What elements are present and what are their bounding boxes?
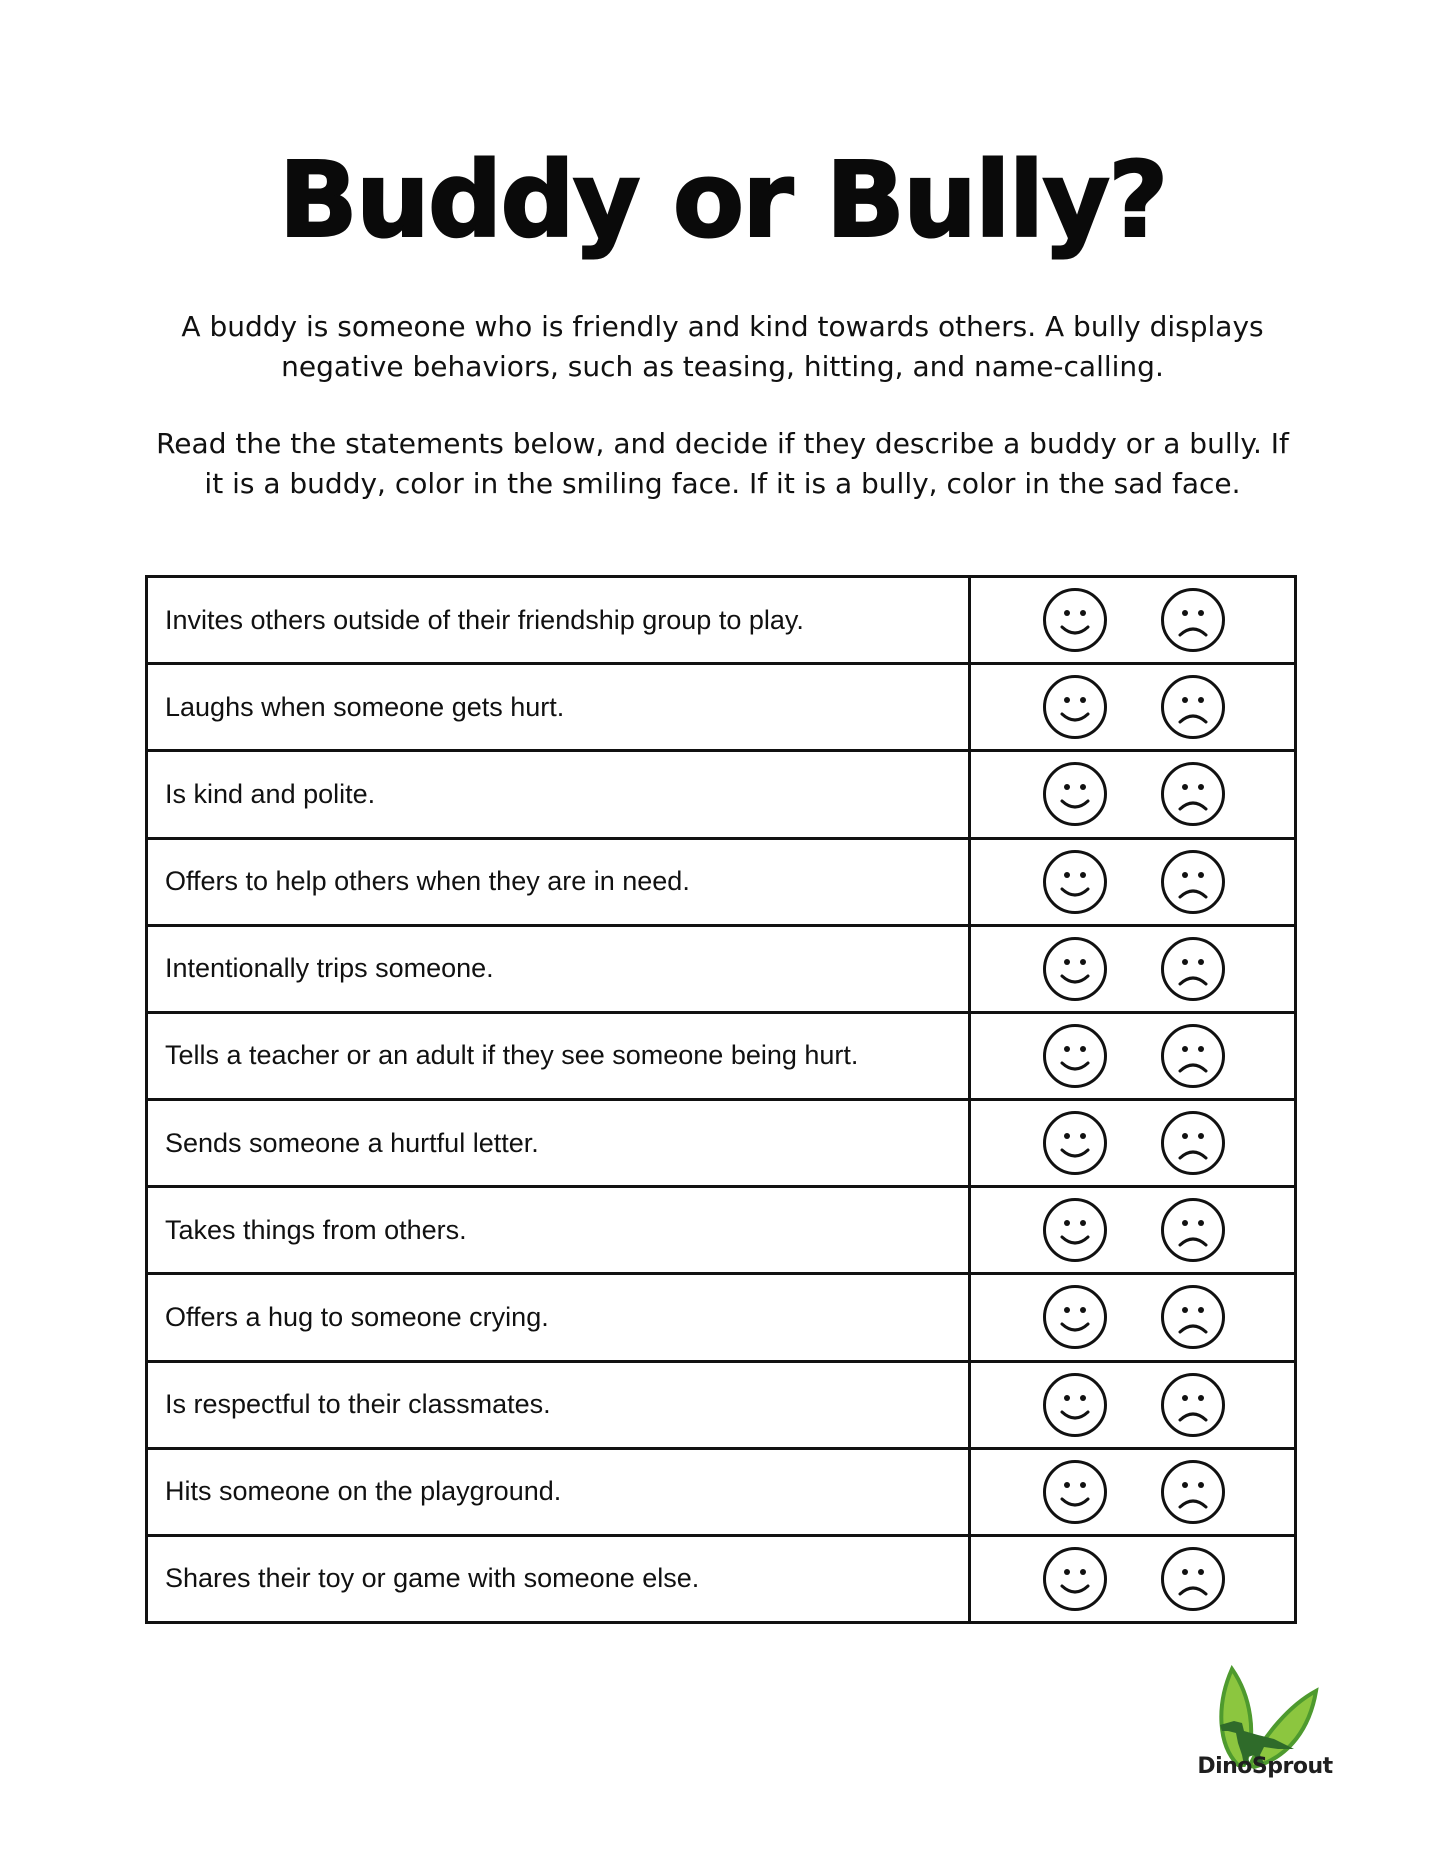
- sad-face-icon[interactable]: [1160, 1372, 1226, 1438]
- intro-instructions: Read the the statements below, and decide if they describe a buddy or a bully. If it is a buddy, color in the smiling face. If it is a bully, color in the sad face.: [156, 427, 1289, 500]
- sad-face-icon[interactable]: [1160, 849, 1226, 915]
- sad-face-icon[interactable]: [1160, 1023, 1226, 1089]
- sad-face-icon[interactable]: [1160, 587, 1226, 653]
- smiling-face-icon[interactable]: [1042, 1110, 1108, 1176]
- smiling-face-icon[interactable]: [1042, 1372, 1108, 1438]
- page-title: Buddy or Bully?: [278, 139, 1167, 261]
- sad-face-icon[interactable]: [1160, 1546, 1226, 1612]
- table-row: [148, 1363, 1294, 1450]
- sad-face-icon[interactable]: [1160, 674, 1226, 740]
- face-choices: [971, 927, 1294, 1011]
- brand-name: DinoSprout: [1197, 1754, 1333, 1779]
- sad-face-icon[interactable]: [1160, 1459, 1226, 1525]
- face-choices: [971, 578, 1294, 662]
- table-row: [148, 578, 1294, 665]
- table-row: [148, 1014, 1294, 1101]
- smiling-face-icon[interactable]: [1042, 849, 1108, 915]
- smiling-face-icon[interactable]: [1042, 1459, 1108, 1525]
- sad-face-icon[interactable]: [1160, 1197, 1226, 1263]
- table-row: [148, 840, 1294, 927]
- face-choices: [971, 1188, 1294, 1272]
- face-choices: [971, 1450, 1294, 1534]
- statement-text: Offers a hug to someone crying.: [148, 1275, 971, 1359]
- face-choices: [971, 1101, 1294, 1185]
- sad-face-icon[interactable]: [1160, 761, 1226, 827]
- sad-face-icon[interactable]: [1160, 936, 1226, 1002]
- face-choices: [971, 665, 1294, 749]
- statement-text: Is kind and polite.: [148, 752, 971, 836]
- face-choices: [971, 1537, 1294, 1621]
- face-choices: [971, 840, 1294, 924]
- table-row: [148, 1537, 1294, 1621]
- smiling-face-icon[interactable]: [1042, 674, 1108, 740]
- statement-text: Tells a teacher or an adult if they see someone being hurt.: [148, 1014, 971, 1098]
- statement-text: Offers to help others when they are in need.: [148, 840, 971, 924]
- face-choices: [971, 1363, 1294, 1447]
- table-row: [148, 1188, 1294, 1275]
- sad-face-icon[interactable]: [1160, 1110, 1226, 1176]
- table-row: [148, 752, 1294, 839]
- statement-text: Hits someone on the playground.: [148, 1450, 971, 1534]
- face-choices: [971, 1014, 1294, 1098]
- statement-text: Sends someone a hurtful letter.: [148, 1101, 971, 1185]
- smiling-face-icon[interactable]: [1042, 587, 1108, 653]
- smiling-face-icon[interactable]: [1042, 1197, 1108, 1263]
- statement-text: Laughs when someone gets hurt.: [148, 665, 971, 749]
- statement-text: Takes things from others.: [148, 1188, 971, 1272]
- statement-text: Shares their toy or game with someone else.: [148, 1537, 971, 1621]
- statement-table: [145, 575, 1297, 1624]
- table-row: [148, 1101, 1294, 1188]
- smiling-face-icon[interactable]: [1042, 1023, 1108, 1089]
- intro-definition: A buddy is someone who is friendly and kind towards others. A bully displays negative behaviors, such as teasing, hitting, and name-calling.: [181, 310, 1264, 383]
- smiling-face-icon[interactable]: [1042, 761, 1108, 827]
- table-row: [148, 1450, 1294, 1537]
- table-row: [148, 665, 1294, 752]
- statement-text: Intentionally trips someone.: [148, 927, 971, 1011]
- smiling-face-icon[interactable]: [1042, 936, 1108, 1002]
- face-choices: [971, 752, 1294, 836]
- face-choices: [971, 1275, 1294, 1359]
- table-row: [148, 1275, 1294, 1362]
- statement-text: Is respectful to their classmates.: [148, 1363, 971, 1447]
- smiling-face-icon[interactable]: [1042, 1284, 1108, 1350]
- table-row: [148, 927, 1294, 1014]
- smiling-face-icon[interactable]: [1042, 1546, 1108, 1612]
- statement-text: Invites others outside of their friendship group to play.: [148, 578, 971, 662]
- sad-face-icon[interactable]: [1160, 1284, 1226, 1350]
